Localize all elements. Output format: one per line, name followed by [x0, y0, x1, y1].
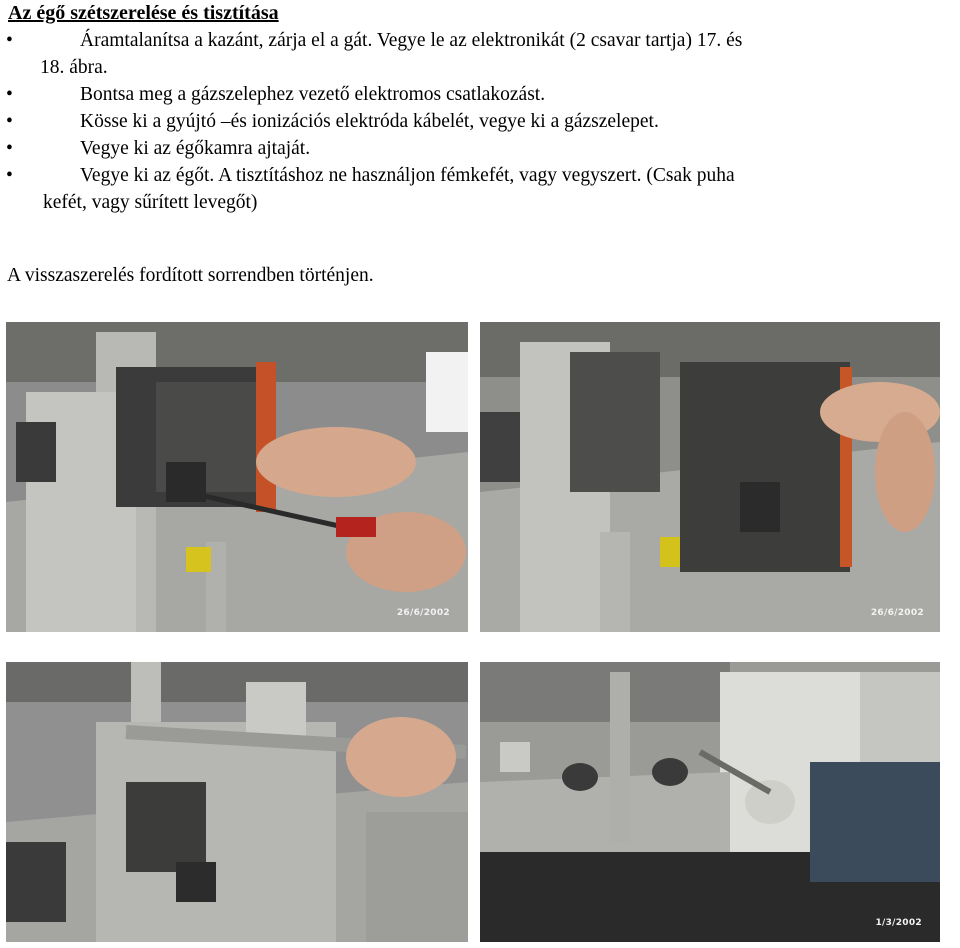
- bullet-icon: •: [6, 30, 13, 51]
- step-continuation: 18. ábra.: [40, 57, 108, 78]
- photo-electronics-unscrew-image: [6, 322, 468, 632]
- photo-date-stamp: 26/6/2002: [870, 608, 924, 618]
- photo-burner-removal: [480, 662, 940, 942]
- photo-gas-valve-wrench: [6, 662, 468, 942]
- list-item: [0, 162, 960, 216]
- reassembly-note: A visszaszerelés fordított sorrendben történjen.: [7, 265, 374, 286]
- list-item: [0, 135, 960, 162]
- photo-electronics-remove-image: [480, 322, 940, 632]
- photo-gas-valve-wrench-image: [6, 662, 468, 942]
- step-continuation: kefét, vagy sűrített levegőt): [43, 192, 258, 213]
- step-text: Bontsa meg a gázszelephez vezető elektromos csatlakozást.: [80, 84, 546, 105]
- photo-electronics-remove: [480, 322, 940, 632]
- photo-electronics-unscrew: [6, 322, 468, 632]
- photo-date-stamp: 1/3/2002: [875, 918, 922, 928]
- photo-burner-removal-image: [480, 662, 940, 942]
- step-text: Vegye ki az égőt. A tisztításhoz ne használjon fémkefét, vagy vegyszert. (Csak puha: [80, 165, 735, 186]
- list-item: [0, 108, 960, 135]
- bullet-icon: •: [6, 84, 13, 105]
- list-item: [0, 27, 960, 81]
- instruction-list: [0, 27, 960, 216]
- step-text: Áramtalanítsa a kazánt, zárja el a gát. Vegye le az elektronikát (2 csavar tartja) 17. és: [80, 30, 743, 51]
- photo-date-stamp: 26/6/2002: [396, 608, 450, 618]
- list-item: [0, 81, 960, 108]
- step-text: Kösse ki a gyújtó –és ionizációs elektróda kábelét, vegye ki a gázszelepet.: [80, 111, 659, 132]
- bullet-icon: •: [6, 138, 13, 159]
- step-text: Vegye ki az égőkamra ajtaját.: [80, 138, 311, 159]
- section-title: Az égő szétszerelése és tisztítása: [8, 2, 279, 24]
- bullet-icon: •: [6, 165, 13, 186]
- bullet-icon: •: [6, 111, 13, 132]
